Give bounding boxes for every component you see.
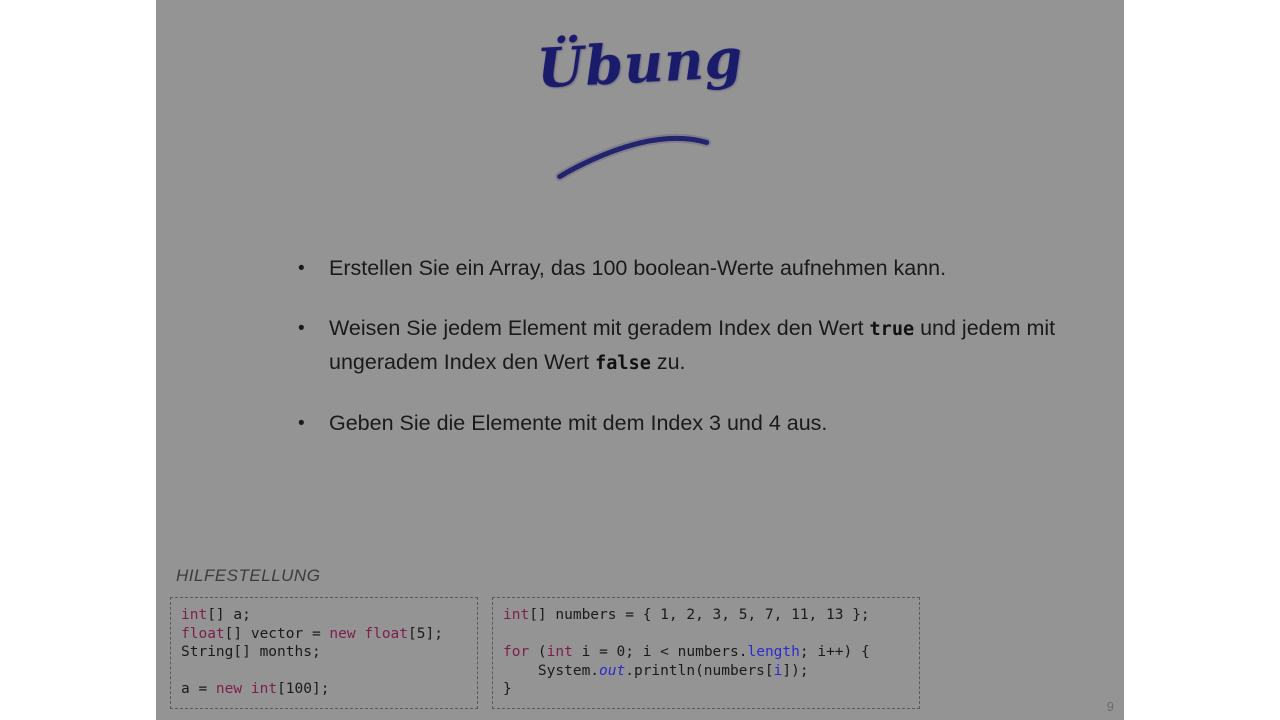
list-item xyxy=(292,407,1112,440)
bullet-marker: • xyxy=(298,318,305,339)
code-block-declarations xyxy=(170,597,478,709)
code-line: } xyxy=(503,681,512,697)
code-block-loop xyxy=(492,597,920,709)
inline-code-true: true xyxy=(869,319,915,340)
code-line: int[] numbers = { 1, 2, 3, 5, 7, 11, 13 }; xyxy=(503,607,870,623)
code-examples xyxy=(170,597,1110,709)
bullet-text: zu. xyxy=(650,350,686,374)
bullet-text: Geben Sie die Elemente mit dem Index 3 und 4 aus. xyxy=(329,411,828,435)
code-line-blank xyxy=(503,625,909,644)
bullet-text: und jedem mit ungeradem Index den Wert xyxy=(329,316,1056,374)
bullet-marker: • xyxy=(298,413,305,434)
code-line: float[] vector = new float[5]; xyxy=(181,625,443,642)
bullet-text: Weisen Sie jedem Element mit geradem Index den Wert xyxy=(329,316,870,340)
list-item xyxy=(292,312,1112,380)
code-line: for (int i = 0; i < numbers.length; i++) { xyxy=(503,644,870,660)
bullet-text: Erstellen Sie ein Array, das 100 boolean-Werte aufnehmen kann. xyxy=(329,256,947,280)
code-line: System.out.println(numbers[i]); xyxy=(503,662,809,679)
slide-canvas xyxy=(156,0,1124,720)
list-item xyxy=(292,252,1112,285)
page-title: Übung xyxy=(535,25,745,101)
code-line: a = new int[100]; xyxy=(181,681,330,697)
page-number: 9 xyxy=(1106,699,1114,714)
bullet-marker: • xyxy=(298,258,305,279)
code-line-blank xyxy=(181,662,467,681)
code-line: int[] a; xyxy=(181,607,251,623)
inline-code-false: false xyxy=(595,353,651,374)
code-line: String[] months; xyxy=(181,644,321,660)
help-section-label: HILFESTELLUNG xyxy=(176,566,321,585)
slide-title xyxy=(156,25,1124,176)
title-underline-icon xyxy=(554,129,714,180)
bullet-list xyxy=(292,252,1112,440)
